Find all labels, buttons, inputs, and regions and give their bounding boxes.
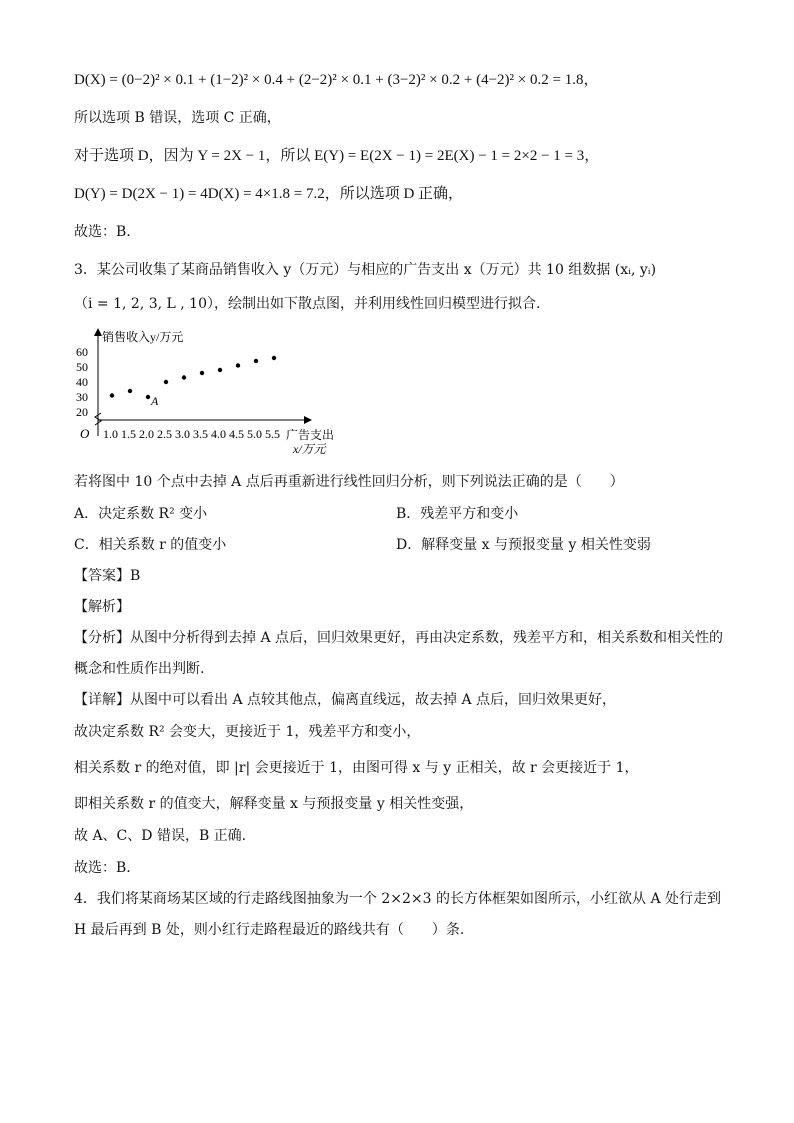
- expectation-y-formula: 对于选项 D，因为 Y = 2X − 1，所以 E(Y) = E(2X − 1) = 2E(X) − 1 = 2×2 − 1 = 3，: [74, 148, 600, 164]
- y-tick-label: 50: [76, 360, 88, 374]
- x-tick-label: 2.5: [157, 427, 172, 441]
- option-d: D．解释变量 x 与预报变量 y 相关性变弱: [396, 537, 651, 553]
- question-3-ask: 若将图中 10 个点中去掉 A 点后再重新进行线性回归分析，则下列说法正确的是（ ）: [74, 474, 624, 490]
- y-tick-label: 20: [76, 405, 88, 419]
- detail-line-2: 故决定系数 R² 会变大，更接近于 1，残差平方和变小，: [74, 724, 421, 740]
- detail-line-1: 【详解】从图中可以看出 A 点较其他点，偏离直线远，故去掉 A 点后，回归效果更好，: [74, 692, 617, 708]
- x-tick-label: 5.5: [265, 427, 280, 441]
- data-point: [272, 356, 276, 360]
- x-tick-label: 2.0: [139, 427, 154, 441]
- x-axis-arrow: [304, 416, 312, 424]
- axis-break: [95, 413, 101, 425]
- point-a-label: A: [151, 394, 159, 408]
- detail-line-5: 故 A、C、D 错误，B 正确.: [74, 828, 247, 844]
- choose-b-1: 故选：B.: [74, 224, 131, 240]
- x-tick-label: 4.0: [211, 427, 226, 441]
- fenxi-line-2: 概念和性质作出判断.: [74, 661, 205, 677]
- x-tick-label: 3.0: [175, 427, 190, 441]
- data-point: [254, 359, 258, 363]
- y-tick-label: 60: [76, 345, 88, 359]
- question-4-stem-1: 4．我们将某商场某区域的行走路线图抽象为一个 2×2×3 的长方体框架如图所示，小红欲从 A 处行走到: [74, 891, 721, 907]
- option-c: C．相关系数 r 的值变小: [74, 537, 227, 553]
- analysis-label: 【解析】: [74, 599, 130, 615]
- data-point: [146, 395, 150, 399]
- x-tick-label: 1.5: [121, 427, 136, 441]
- y-axis-label: 销售收入y/万元: [102, 330, 184, 344]
- detail-line-3: 相关系数 r 的绝对值，即 |r| 会更接近于 1，由图可得 x 与 y 正相关，故 r 会更接近于 1，: [74, 760, 639, 776]
- data-point: [182, 375, 186, 379]
- x-tick-label: 5.0: [247, 427, 262, 441]
- option-b: B．残差平方和变小: [396, 506, 519, 522]
- x-tick-label: 3.5: [193, 427, 208, 441]
- scatter-chart: [74, 328, 374, 458]
- conclusion-b-c: 所以选项 B 错误，选项 C 正确，: [74, 110, 281, 126]
- question-3-stem-1: 3．某公司收集了某商品销售收入 y（万元）与相应的广告支出 x（万元）共 10 组数据 (xᵢ, yᵢ): [74, 262, 657, 278]
- data-point: [218, 368, 222, 372]
- data-point: [200, 371, 204, 375]
- origin-label: O: [80, 426, 90, 441]
- x-axis-label-1: 广告支出: [286, 428, 335, 442]
- question-3-stem-2: （i = 1, 2, 3, L , 10），绘制出如下散点图，并利用线性回归模型进行拟合.: [74, 296, 541, 312]
- x-tick-label: 4.5: [229, 427, 244, 441]
- fenxi-line-1: 【分析】从图中分析得到去掉 A 点后，回归效果更好，再由决定系数，残差平方和，相关系数和相关性的: [74, 630, 724, 646]
- variance-y-formula: D(Y) = D(2X − 1) = 4D(X) = 4×1.8 = 7.2，所以选项 D 正确，: [74, 186, 464, 202]
- option-a: A．决定系数 R² 变小: [74, 506, 208, 522]
- x-tick-label: 1.0: [103, 427, 118, 441]
- detail-line-4: 即相关系数 r 的值变大，解释变量 x 与预报变量 y 相关性变强，: [74, 796, 474, 812]
- data-point: [236, 363, 240, 367]
- answer-label: 【答案】B: [74, 568, 141, 584]
- variance-x-formula: D(X) = (0−2)² × 0.1 + (1−2)² × 0.4 + (2−2)² × 0.1 + (3−2)² × 0.2 + (4−2)² × 0.2 = 1.8，: [74, 72, 599, 88]
- data-point: [110, 393, 114, 397]
- y-tick-label: 30: [76, 390, 88, 404]
- question-4-stem-2: H 最后再到 B 处，则小红行走路程最近的路线共有（ ）条.: [74, 922, 465, 938]
- choose-b-2: 故选：B.: [74, 860, 131, 876]
- data-point: [128, 389, 132, 393]
- y-axis-arrow: [94, 328, 102, 336]
- y-tick-label: 40: [76, 375, 88, 389]
- x-axis-label-2: x/万元: [293, 442, 326, 456]
- data-point: [164, 380, 168, 384]
